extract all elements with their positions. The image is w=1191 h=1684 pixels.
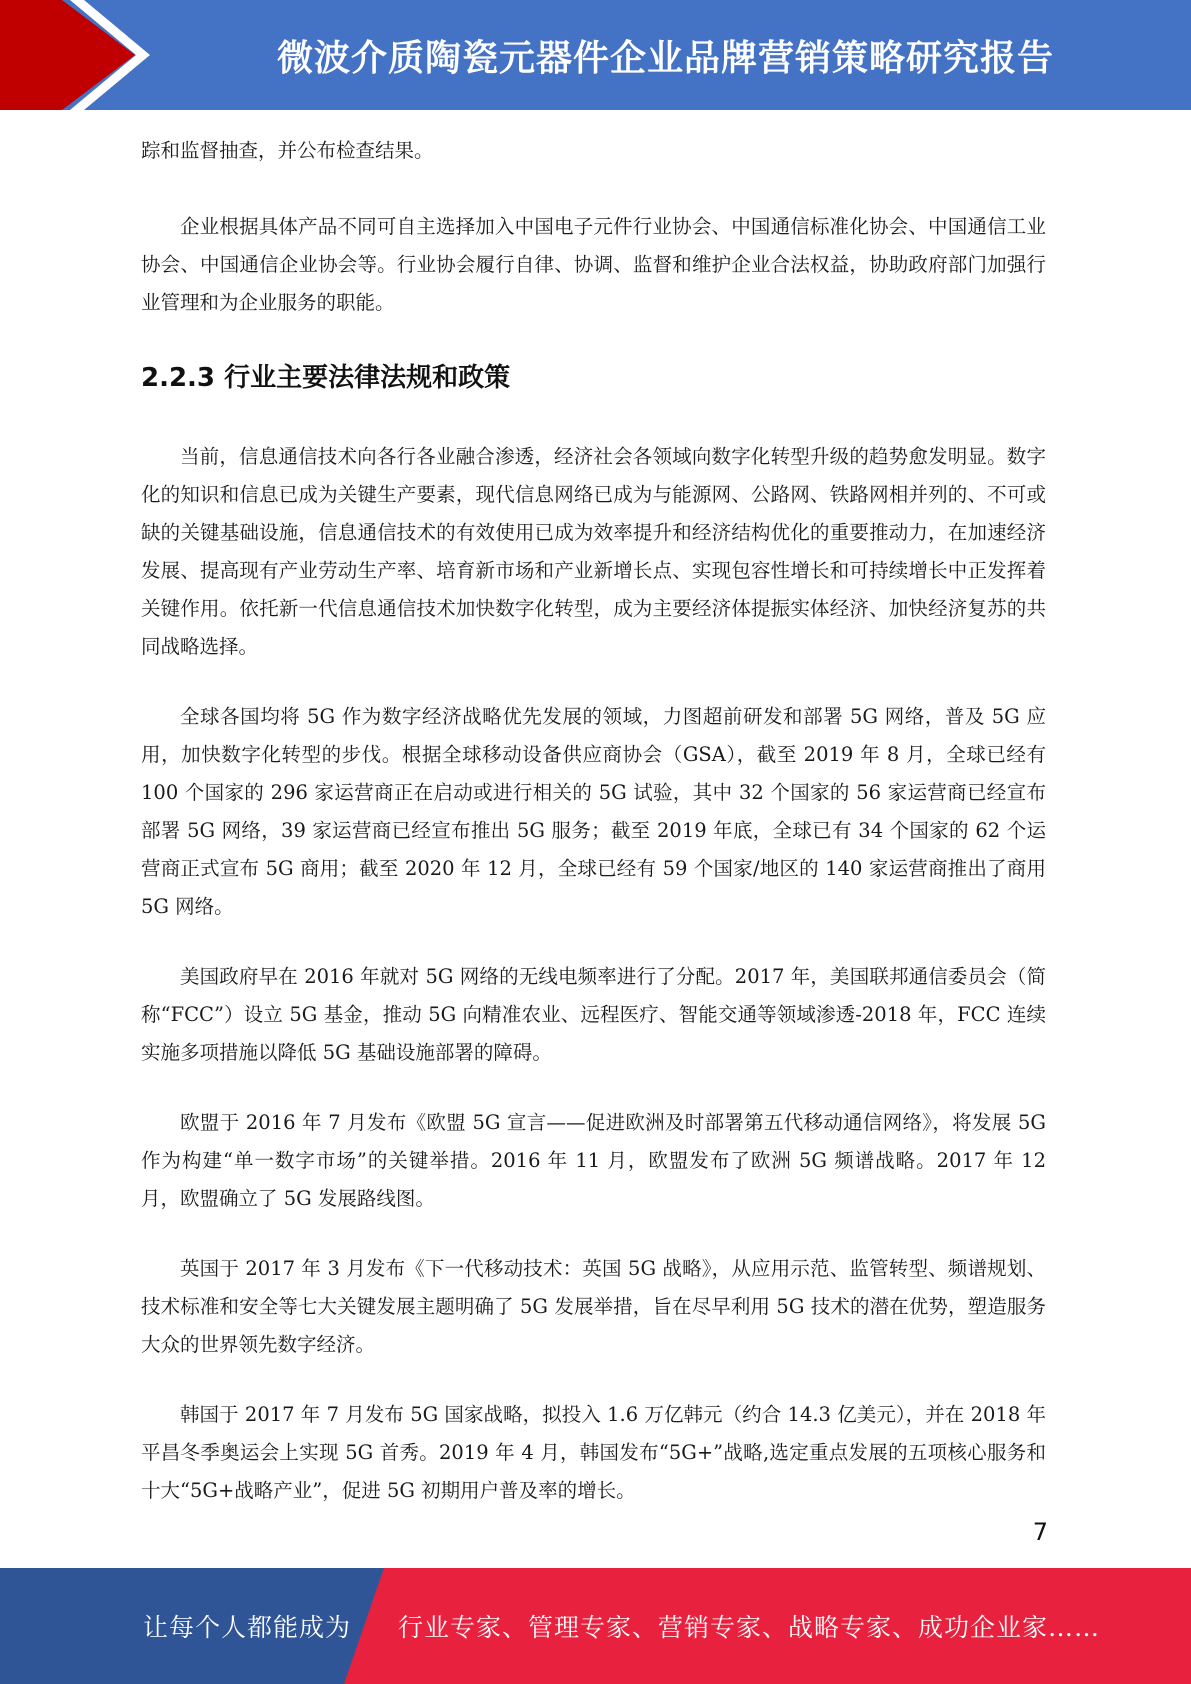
paragraph: 美国政府早在 2016 年就对 5G 网络的无线电频率进行了分配。2017 年，美国联邦通信委员会（简称“FCC”）设立 5G 基金，推动 5G 向精准农业、远程医疗、智能交通等领域渗透-2018 年，FCC 连续实施多项措施以降低 5G 基础设施部署的障碍。 bbox=[141, 965, 1046, 1064]
paragraph: 当前，信息通信技术向各行各业融合渗透，经济社会各领域向数字化转型升级的趋势愈发明显。数字化的知识和信息已成为关键生产要素，现代信息网络已成为与能源网、公路网、铁路网相并列的、不可或缺的关键基础设施，信息通信技术的有效使用已成为效率提升和经济结构优化的重要推动力，在加速经济发展、提高现有产业劳动生产率、培育新市场和产业新增长点、实现包容性增长和可持续增长中正发挥着关键作用。依托新一代信息通信技术加快数字化转型，成为主要经济体提振实体经济、加快经济复苏的共同战略选择。 bbox=[141, 445, 1046, 658]
paragraph: 欧盟于 2016 年 7 月发布《欧盟 5G 宣言——促进欧洲及时部署第五代移动通信网络》，将发展 5G 作为构建“单一数字市场”的关键举措。2016 年 11 月，欧盟发布了欧洲 5G 频谱战略。2017 年 12 月，欧盟确立了 5G 发展路线图。 bbox=[141, 1111, 1046, 1210]
footer-slogan-right: 行业专家、管理专家、营销专家、战略专家、成功企业家…… bbox=[398, 1613, 1101, 1642]
document-title: 微波介质陶瓷元器件企业品牌营销策略研究报告 bbox=[276, 37, 1054, 79]
section-heading: 2.2.3 行业主要法律法规和政策 bbox=[141, 363, 511, 393]
paragraph: 韩国于 2017 年 7 月发布 5G 国家战略，拟投入 1.6 万亿韩元（约合 14.3 亿美元），并在 2018 年平昌冬季奥运会上实现 5G 首秀。2019 年 4 月，韩国发布“5G+”战略,选定重点发展的五项核心服务和十大“5G+战略产业”，促进 5G 初期用户普及率的增长。 bbox=[141, 1403, 1046, 1502]
paragraph: 全球各国均将 5G 作为数字经济战略优先发展的领域，力图超前研发和部署 5G 网络，普及 5G 应用，加快数字化转型的步伐。根据全球移动设备供应商协会（GSA），截至 2019 年 8 月，全球已经有 100 个国家的 296 家运营商正在启动或进行相关的 5G 试验，其中 32 个国家的 56 家运营商已经宣布部署 5G 网络，39 家运营商已经宣布推出 5G 服务；截至 2019 年底，全球已有 34 个国家的 62 个运营商正式宣布 5G 商用；截至 2020 年 12 月，全球已经有 59 个国家/地区的 140 家运营商推出了商用 5G 网络。 bbox=[141, 705, 1046, 918]
paragraph: 英国于 2017 年 3 月发布《下一代移动技术：英国 5G 战略》，从应用示范、监管转型、频谱规划、技术标准和安全等七大关键发展主题明确了 5G 发展举措，旨在尽早利用 5G 技术的潜在优势，塑造服务大众的世界领先数字经济。 bbox=[141, 1257, 1046, 1356]
page-content bbox=[141, 132, 1046, 1542]
footer-banner bbox=[0, 1568, 1191, 1684]
paragraph: 踪和监督抽查，并公布检查结果。 bbox=[141, 139, 434, 162]
page-number: 7 bbox=[1032, 1518, 1048, 1546]
paragraph: 企业根据具体产品不同可自主选择加入中国电子元件行业协会、中国通信标准化协会、中国通信工业协会、中国通信企业协会等。行业协会履行自律、协调、监督和维护企业合法权益，协助政府部门加强行业管理和为企业服务的职能。 bbox=[141, 215, 1046, 314]
header-banner bbox=[0, 0, 1191, 110]
footer-slogan-left: 让每个人都能成为 bbox=[143, 1613, 352, 1642]
chevron-arrow-icon bbox=[0, 0, 160, 110]
